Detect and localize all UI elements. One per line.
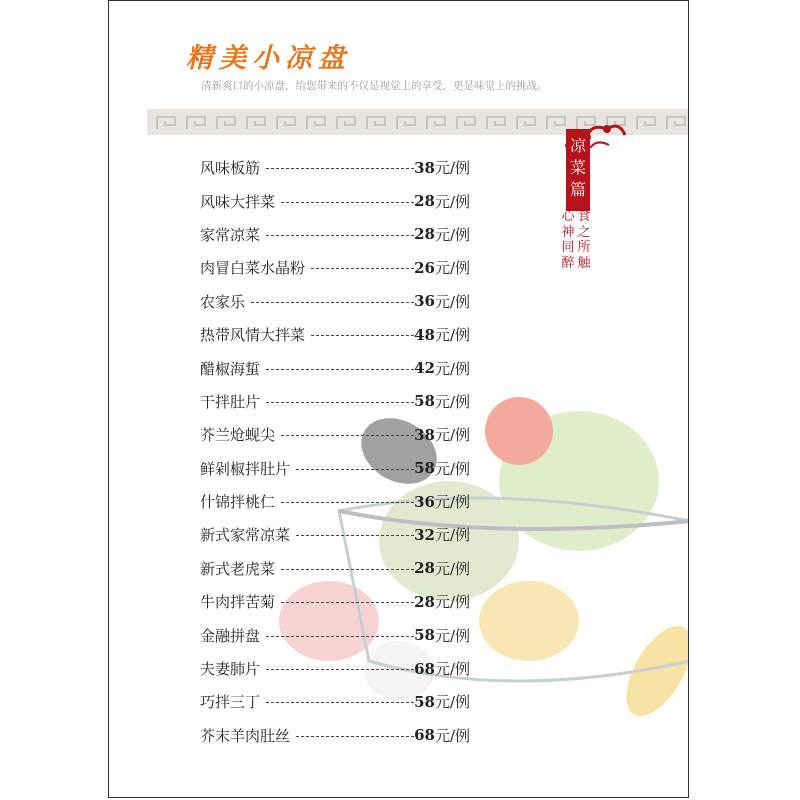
menu-item [200,285,470,318]
dish-name: 新式老虎菜 [200,559,276,578]
dish-price: 42 [414,359,435,378]
dish-name: 家常凉菜 [200,225,261,244]
menu-item [200,685,470,718]
price-unit: 元/例 [434,559,470,578]
dish-name: 醋椒海蜇 [200,359,261,378]
leader-dashes [266,636,414,637]
slogan-line-2: 心神同醉 [561,209,575,271]
menu-item [200,418,470,451]
leader-dashes [296,736,414,737]
price-unit: 元/例 [434,392,470,411]
page-subtitle: 清新爽口的小凉盘，给您带来的不仅是视觉上的享受，更是味觉上的挑战。 [201,80,548,92]
dish-name: 芥兰炝蚬尖 [200,426,276,445]
price-unit: 元/例 [434,192,470,211]
slogan-line-1: 食之所触 [577,209,591,271]
dish-name: 芥末羊肉肚丝 [200,726,291,745]
price-unit: 元/例 [434,426,470,445]
dish-price: 36 [414,492,435,511]
leader-dashes [311,268,414,269]
menu-list [200,151,470,752]
menu-item [200,452,470,485]
dish-price: 28 [414,559,435,578]
menu-item [200,518,470,551]
price-unit: 元/例 [434,593,470,612]
price-unit: 元/例 [434,493,470,512]
menu-item [200,184,470,217]
dish-price: 68 [414,726,435,745]
menu-item [200,485,470,518]
menu-page [108,0,689,798]
leader-dashes [311,335,414,336]
dish-name: 干拌肚片 [200,392,261,411]
leader-dashes [266,402,414,403]
dish-name: 新式家常凉菜 [200,526,291,545]
price-unit: 元/例 [434,660,470,679]
leader-dashes [281,502,414,503]
dish-price: 26 [414,258,435,277]
dish-price: 58 [414,392,435,411]
dish-price: 32 [414,525,435,544]
price-unit: 元/例 [434,459,470,478]
dish-price: 28 [414,592,435,611]
dish-name: 巧拌三丁 [200,693,261,712]
menu-item [200,652,470,685]
dish-price: 58 [414,459,435,478]
leader-dashes [251,302,414,303]
menu-item [200,552,470,585]
dish-price: 68 [414,659,435,678]
dish-price: 38 [414,425,435,444]
dish-name: 牛肉拌苦菊 [200,593,276,612]
menu-item [200,618,470,651]
price-unit: 元/例 [434,225,470,244]
leader-dashes [281,435,414,436]
price-unit: 元/例 [434,626,470,645]
leader-dashes [266,669,414,670]
leader-dashes [266,168,414,169]
menu-item [200,385,470,418]
price-unit: 元/例 [434,259,470,278]
dish-name: 什锦拌桃仁 [200,493,276,512]
dish-name: 肉冒白菜水晶粉 [200,259,306,278]
price-unit: 元/例 [434,726,470,745]
menu-item [200,218,470,251]
dish-price: 58 [414,692,435,711]
dish-price: 38 [414,158,435,177]
dish-name: 农家乐 [200,292,246,311]
dish-price: 28 [414,225,435,244]
section-label: 凉菜篇 [566,129,590,211]
leader-dashes [266,235,414,236]
menu-item [200,318,470,351]
menu-item [200,719,470,752]
dish-name: 鲜剁椒拌肚片 [200,459,291,478]
leader-dashes [296,535,414,536]
dish-price: 28 [414,192,435,211]
leader-dashes [281,602,414,603]
dish-name: 热带风情大拌菜 [200,326,306,345]
leader-dashes [281,202,414,203]
leader-dashes [296,469,414,470]
leader-dashes [266,369,414,370]
menu-item [200,585,470,618]
price-unit: 元/例 [434,693,470,712]
dish-name: 夫妻肺片 [200,660,261,679]
dish-price: 36 [414,292,435,311]
dish-price: 58 [414,626,435,645]
price-unit: 元/例 [434,526,470,545]
price-unit: 元/例 [434,326,470,345]
price-unit: 元/例 [434,159,470,178]
dish-price: 48 [414,325,435,344]
price-unit: 元/例 [434,292,470,311]
dish-name: 金融拼盘 [200,626,261,645]
menu-item [200,351,470,384]
price-unit: 元/例 [434,359,470,378]
leader-dashes [281,569,414,570]
menu-item [200,251,470,284]
leader-dashes [266,702,414,703]
menu-item [200,151,470,184]
dish-name: 风味大拌菜 [200,192,276,211]
dish-name: 风味板筋 [200,159,261,178]
page-title: 精美小凉盘 [186,43,351,74]
